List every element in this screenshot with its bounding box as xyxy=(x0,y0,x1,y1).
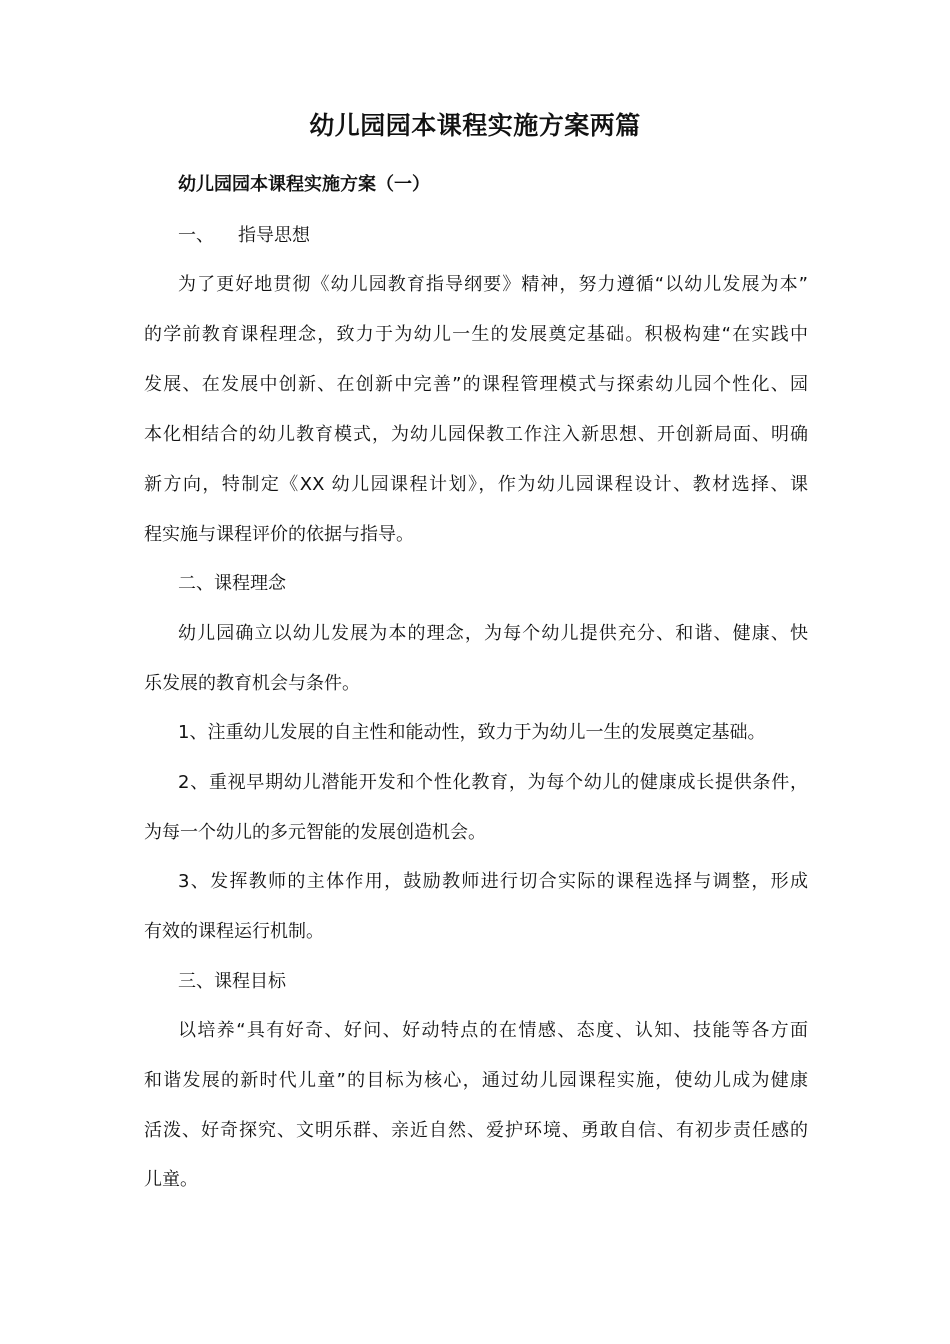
paragraph-line: 的学前教育课程理念，致力于为幼儿一生的发展奠定基础。积极构建“在实践中 xyxy=(144,324,808,345)
paragraph-line: 活泼、好奇探究、文明乐群、亲近自然、爱护环境、勇敢自信、有初步责任感的 xyxy=(144,1120,808,1141)
paragraph-line: 程实施与课程评价的依据与指导。 xyxy=(144,524,414,545)
section-heading-guiding-thought xyxy=(178,221,310,251)
paragraph-line: 和谐发展的新时代儿童”的目标为核心，通过幼儿园课程实施，使幼儿成为健康 xyxy=(144,1070,808,1091)
paragraph-line: 新方向，特制定《XX 幼儿园课程计划》，作为幼儿园课程设计、教材选择、课 xyxy=(144,474,808,495)
section-title: 指导思想 xyxy=(238,225,310,246)
paragraph-line: 以培养“具有好奇、好问、好动特点的在情感、态度、认知、技能等各方面 xyxy=(178,1020,808,1041)
section-heading-curriculum-goals: 三、课程目标 xyxy=(178,971,286,992)
list-item-point-2: 2、重视早期幼儿潜能开发和个性化教育，为每个幼儿的健康成长提供条件， xyxy=(178,772,808,793)
list-item-point-1: 1、注重幼儿发展的自主性和能动性，致力于为幼儿一生的发展奠定基础。 xyxy=(178,722,766,743)
document-title: 幼儿园园本课程实施方案两篇 xyxy=(309,111,641,140)
paragraph-line: 有效的课程运行机制。 xyxy=(144,921,324,942)
section-number: 一、 xyxy=(178,225,214,246)
section-heading-curriculum-concept: 二、课程理念 xyxy=(178,573,286,594)
paragraph-line: 本化相结合的幼儿教育模式，为幼儿园保教工作注入新思想、开创新局面、明确 xyxy=(144,424,808,445)
list-item-point-3: 3、发挥教师的主体作用，鼓励教师进行切合实际的课程选择与调整，形成 xyxy=(178,871,808,892)
paragraph-line: 幼儿园确立以幼儿发展为本的理念，为每个幼儿提供充分、和谐、健康、快 xyxy=(178,623,808,644)
paragraph-line: 发展、在发展中创新、在创新中完善”的课程管理模式与探索幼儿园个性化、园 xyxy=(144,374,808,395)
paragraph-line: 为每一个幼儿的多元智能的发展创造机会。 xyxy=(144,822,486,843)
paragraph-line: 乐发展的教育机会与条件。 xyxy=(144,673,360,694)
paragraph-line: 儿童。 xyxy=(144,1169,198,1190)
paragraph-line: 为了更好地贯彻《幼儿园教育指导纲要》精神，努力遵循“以幼儿发展为本” xyxy=(178,274,808,295)
document-subtitle: 幼儿园园本课程实施方案（一） xyxy=(178,174,430,195)
